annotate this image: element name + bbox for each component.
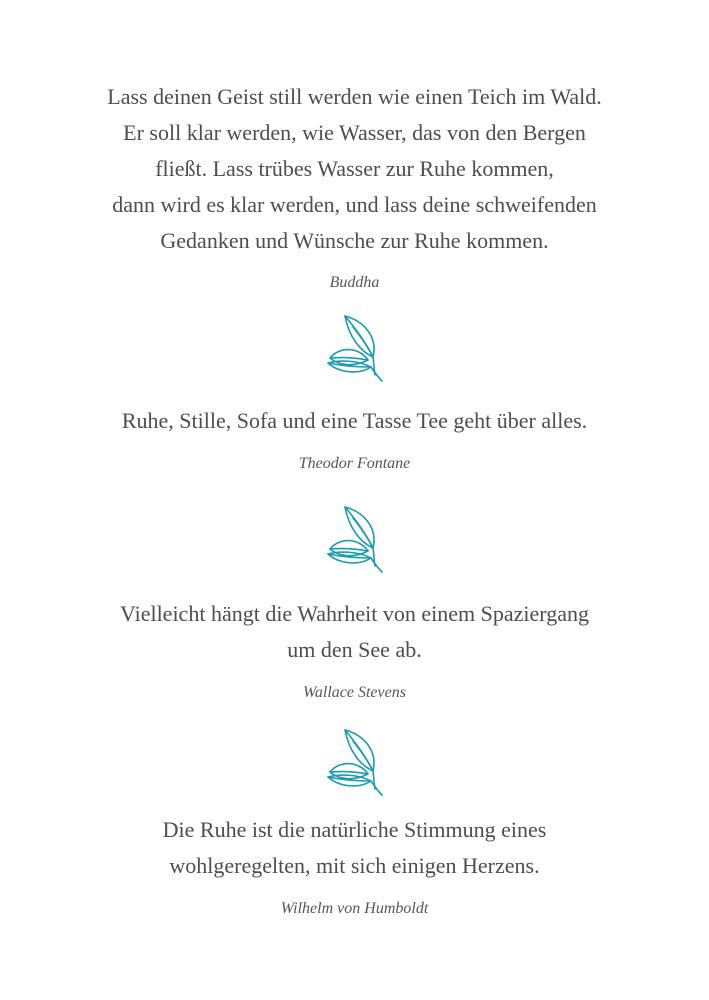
quote-2 xyxy=(0,403,709,439)
quote-3-author: Wallace Stevens xyxy=(303,684,406,701)
quote-3 xyxy=(0,596,709,668)
quote-line: dann wird es klar werden, und lass deine schweifenden xyxy=(112,192,597,217)
quote-4 xyxy=(0,812,709,884)
quote-line: fließt. Lass trübes Wasser zur Ruhe kommen, xyxy=(155,156,554,181)
quote-line: Er soll klar werden, wie Wasser, das von den Bergen xyxy=(123,120,586,145)
quote-line: Die Ruhe ist die natürliche Stimmung eines xyxy=(162,817,547,842)
leaf-icon xyxy=(326,727,384,797)
quote-line: Gedanken und Wünsche zur Ruhe kommen. xyxy=(160,228,549,253)
quote-line: um den See ab. xyxy=(287,637,422,662)
quote-2-author: Theodor Fontane xyxy=(298,455,411,472)
quote-line: wohlgeregelten, mit sich einigen Herzens. xyxy=(169,853,540,878)
leaf-icon xyxy=(326,504,384,574)
leaf-icon xyxy=(326,313,384,383)
quote-1-author: Buddha xyxy=(329,274,380,291)
quote-line: Vielleicht hängt die Wahrheit von einem Spaziergang xyxy=(120,601,589,626)
quote-line: Lass deinen Geist still werden wie einen Teich im Wald. xyxy=(107,84,602,109)
quote-4-author: Wilhelm von Humboldt xyxy=(280,900,429,917)
quote-line: Ruhe, Stille, Sofa und eine Tasse Tee geht über alles. xyxy=(121,408,588,433)
quote-1 xyxy=(0,79,709,259)
